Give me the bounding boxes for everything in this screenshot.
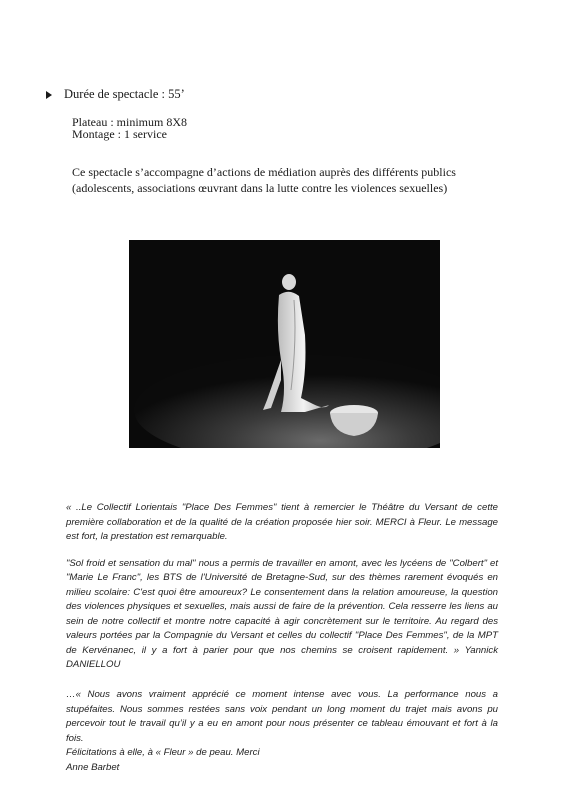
mediation-line-1: Ce spectacle s’accompagne d’actions de médiation auprès des différents publics [72,165,456,179]
mediation-line-2: (adolescents, associations œuvrant dans la lutte contre les violences sexuelles) [72,181,448,195]
testimonial-1-paragraph-1: « ..Le Collectif Lorientais "Place Des Femmes" tient à remercier le Théâtre du Versant de cette première collaboration et de la qualité de la création proposée hier soir. MERCI à Fleur. Le message est fort, la prestation est remarquable. [66,502,498,542]
testimonial-2-congrats: Félicitations à elle, à « Fleur » de peau. Merci [66,747,260,758]
performance-photo-illustration [129,240,440,448]
testimonial-place-des-femmes [66,501,498,673]
stage-size: Plateau : minimum 8X8 [72,115,187,129]
arrow-bullet-icon [46,91,52,99]
testimonial-2-signature: Anne Barbet [66,761,120,773]
testimonial-1-paragraph-2: "Sol froid et sensation du mal" nous a permis de travailler en amont, avec les lycéens de "Colbert" et "Marie Le Franc", les BTS de l'Université de Bretagne-Sud, sur des thèmes rarement évoqués en milieu scolaire: C'est quoi être amoureux? Le consentement dans la relation amoureuse, la question des violences physiques et sexuelles, mais aussi de faire de la prévention. Cela resserre les liens au sein de notre collectif et montre notre capacité à agir concrètement sur le territoire. Au regard des valeurs portées par la Compagnie du Versant et celles du collectif "Place Des Femmes", de la MPT de Kervénanec, il y a fort à parier pour que nos chemins se croisent rapidement. » Yannick DANIELLOU [66,557,498,670]
setup-time: Montage : 1 service [72,127,167,141]
testimonial-2-paragraph: …« Nous avons vraiment apprécié ce moment intense avec vous. La performance nous a stupéfaites. Nous sommes restées sans voix pendant un long moment du trajet mais avons pu percevoir tout le travail qu’il y a eu en amont pour nous présenter ce tableau émouvant et fort à la fois. [66,689,498,744]
duration-text: Durée de spectacle : 55’ [64,87,185,101]
performance-photo [129,240,440,448]
duration-item [46,87,185,102]
testimonial-anne-barbet [66,688,498,775]
